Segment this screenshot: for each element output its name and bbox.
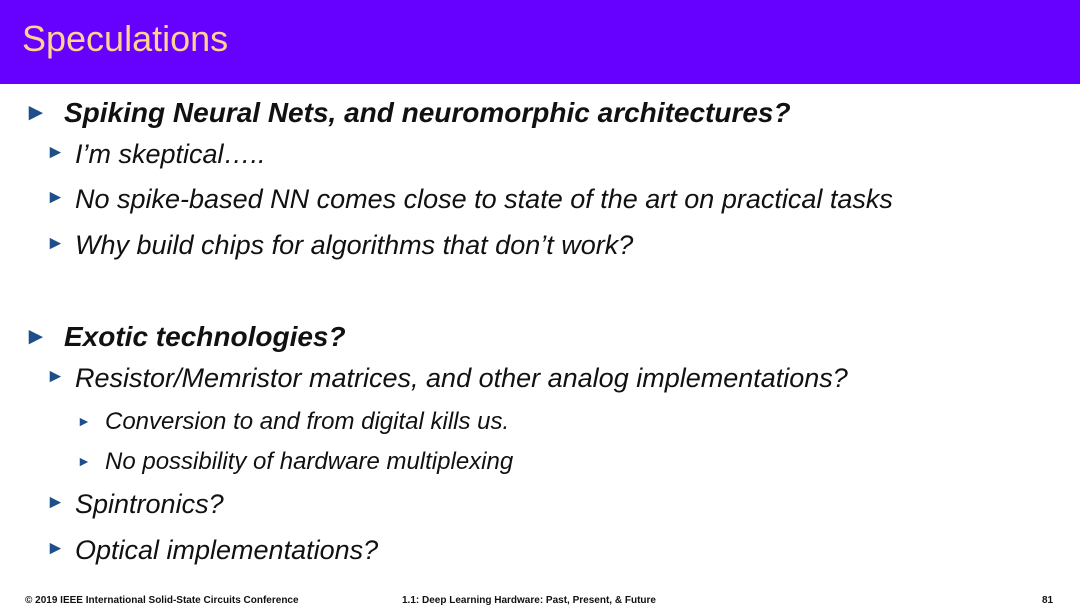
bullet-arrow-icon: ►: [24, 99, 48, 126]
slide-title: Speculations: [22, 18, 229, 59]
bullet-text: No possibility of hardware multiplexing: [105, 448, 514, 475]
bullet-arrow-icon: ►: [77, 453, 91, 469]
footer-copyright: © 2019 IEEE International Solid-State Circuits Conference: [25, 595, 299, 606]
footer-page-number: 81: [1042, 595, 1054, 606]
bullet-text: Exotic technologies?: [64, 321, 346, 352]
bullet-arrow-icon: ►: [46, 142, 65, 163]
bullet-text: Resistor/Memristor matrices, and other analog implementations?: [75, 363, 848, 393]
bullet-arrow-icon: ►: [46, 538, 65, 559]
bullet-arrow-icon: ►: [24, 323, 48, 350]
bullet-text: Optical implementations?: [75, 535, 379, 565]
bullet-arrow-icon: ►: [46, 187, 65, 208]
bullet-text: No spike-based NN comes close to state of the art on practical tasks: [75, 184, 893, 214]
bullet-arrow-icon: ►: [46, 233, 65, 254]
bullet-text: Spintronics?: [75, 489, 224, 519]
bullet-text: Conversion to and from digital kills us.: [105, 408, 510, 435]
bullet-arrow-icon: ►: [77, 413, 91, 429]
bullet-arrow-icon: ►: [46, 366, 65, 387]
bullet-text: Spiking Neural Nets, and neuromorphic architectures?: [64, 97, 791, 128]
footer-session-title: 1.1: Deep Learning Hardware: Past, Present, & Future: [402, 595, 656, 606]
bullet-arrow-icon: ►: [46, 492, 65, 513]
title-bar: [0, 0, 1080, 84]
bullet-text: Why build chips for algorithms that don’t work?: [75, 230, 634, 260]
bullet-text: I’m skeptical…..: [75, 139, 266, 169]
